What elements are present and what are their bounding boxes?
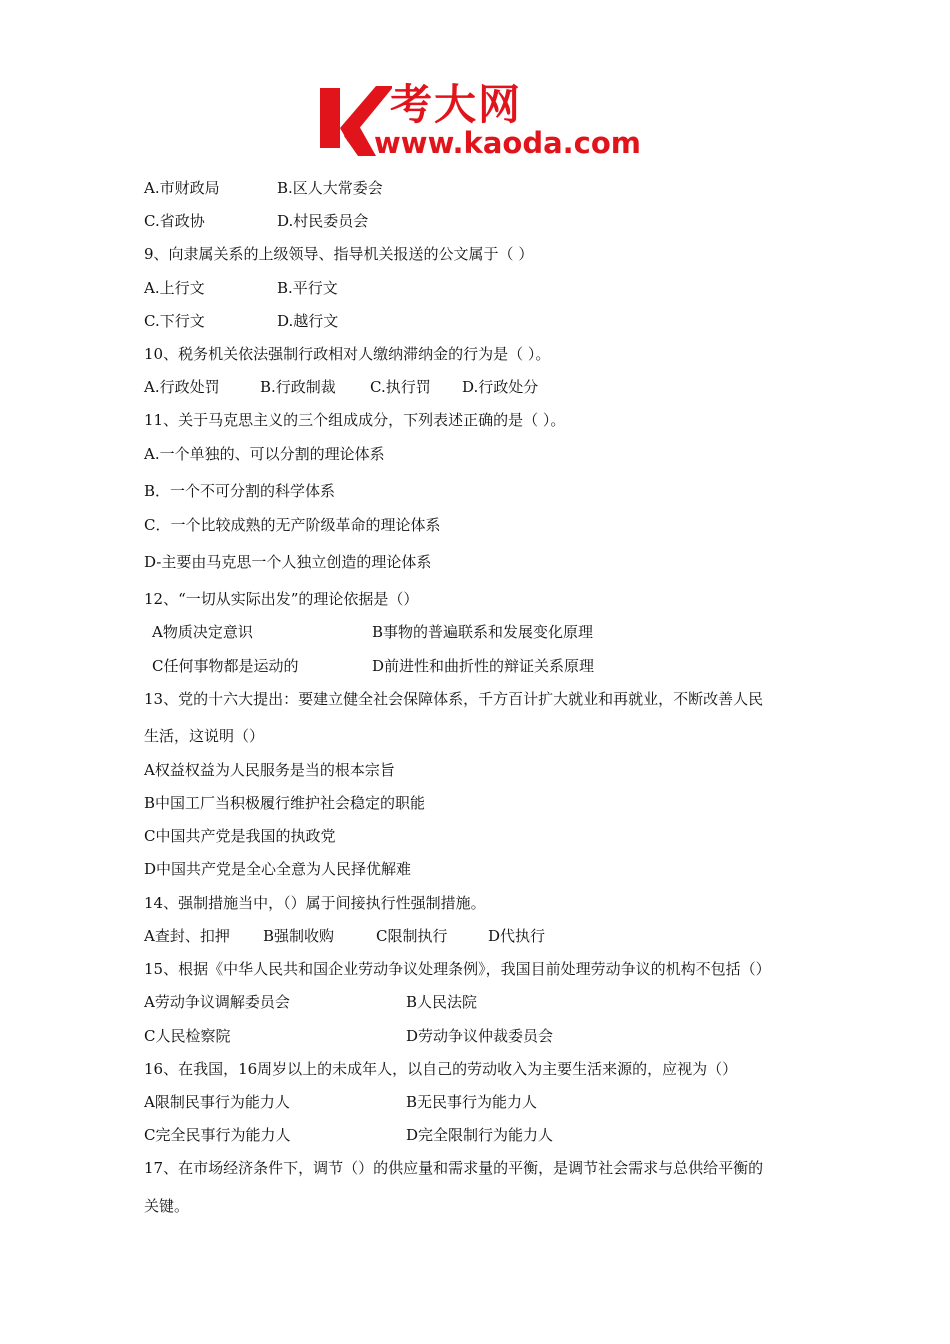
q12-option-a: A物质决定意识 [152, 623, 253, 641]
q10-stem: 10、税务机关依法强制行政相对人缴纳滞纳金的行为是（ ）。 [144, 345, 551, 363]
q10-option-d: D.行政处分 [462, 378, 539, 396]
q9-stem: 9、向隶属关系的上级领导、指导机关报送的公文属于（ ） [144, 245, 534, 263]
q15-option-d: D劳动争议仲裁委员会 [406, 1027, 554, 1045]
q14-option-b: B强制收购 [263, 927, 335, 945]
q12-stem: 12、“一切从实际出发”的理论依据是（） [144, 590, 419, 608]
q12-option-c: C任何事物都是运动的 [152, 657, 299, 675]
logo-name: 考大网 [390, 80, 523, 129]
q14-option-c: C限制执行 [376, 927, 448, 945]
q17-stem-line2: 关键。 [144, 1197, 190, 1215]
q15-stem: 15、根据《中华人民共和国企业劳动争议处理条例》，我国目前处理劳动争议的机构不包括（） [144, 960, 771, 978]
q14-option-d: D代执行 [488, 927, 546, 945]
q12-option-d: D前进性和曲折性的辩证关系原理 [372, 657, 595, 675]
q15-option-c: C人民检察院 [144, 1027, 231, 1045]
q16-option-a: A限制民事行为能力人 [144, 1093, 290, 1111]
q8-option-d: D.村民委员会 [277, 212, 369, 230]
q13-option-b: B中国工厂当积极履行维护社会稳定的职能 [144, 794, 426, 812]
q11-option-a: A.一个单独的、可以分割的理论体系 [144, 445, 385, 463]
q13-stem-line1: 13、党的十六大提出：要建立健全社会保障体系，千方百计扩大就业和再就业，不断改善人民 [144, 690, 764, 708]
q9-option-d: D.越行文 [277, 312, 339, 330]
q16-option-c: C完全民事行为能力人 [144, 1126, 291, 1144]
q9-option-a: A.上行文 [144, 279, 205, 297]
q13-option-d: D中国共产党是全心全意为人民择优解难 [144, 860, 412, 878]
q8-option-b: B.区人大常委会 [277, 179, 383, 197]
q8-option-a: A.市财政局 [144, 179, 220, 197]
q13-option-a: A权益权益为人民服务是当的根本宗旨 [144, 761, 395, 779]
q17-stem-line1: 17、在市场经济条件下，调节（）的供应量和需求量的平衡，是调节社会需求与总供给平衡的 [144, 1159, 764, 1177]
q15-option-a: A劳动争议调解委员会 [144, 993, 290, 1011]
q14-stem: 14、强制措施当中，（）属于间接执行性强制措施。 [144, 894, 486, 912]
q9-option-c: C.下行文 [144, 312, 205, 330]
q10-option-a: A.行政处罚 [144, 378, 220, 396]
q14-option-a: A查封、扣押 [144, 927, 230, 945]
q13-stem-line2: 生活，这说明（） [144, 727, 265, 745]
q10-option-b: B.行政制裁 [260, 378, 336, 396]
q15-option-b: B人民法院 [406, 993, 478, 1011]
q10-option-c: C.执行罚 [370, 378, 431, 396]
q16-stem: 16、在我国，16周岁以上的未成年人，以自己的劳动收入为主要生活来源的，应视为（） [144, 1060, 738, 1078]
q12-option-b: B事物的普遍联系和发展变化原理 [372, 623, 594, 641]
q8-option-c: C.省政协 [144, 212, 205, 230]
kaoda-logo [318, 80, 641, 160]
q11-option-d: D-主要由马克思一个人独立创造的理论体系 [144, 553, 432, 571]
q16-option-d: D完全限制行为能力人 [406, 1126, 554, 1144]
q9-option-b: B.平行文 [277, 279, 338, 297]
q16-option-b: B无民事行为能力人 [406, 1093, 538, 1111]
q11-stem: 11、关于马克思主义的三个组成成分，下列表述正确的是（ ）。 [144, 411, 566, 429]
logo-url: www.kaoda.com [374, 126, 641, 160]
q11-option-b: B．一个不可分割的科学体系 [144, 482, 336, 500]
q11-option-c: C．一个比较成熟的无产阶级革命的理论体系 [144, 516, 441, 534]
q13-option-c: C中国共产党是我国的执政党 [144, 827, 336, 845]
